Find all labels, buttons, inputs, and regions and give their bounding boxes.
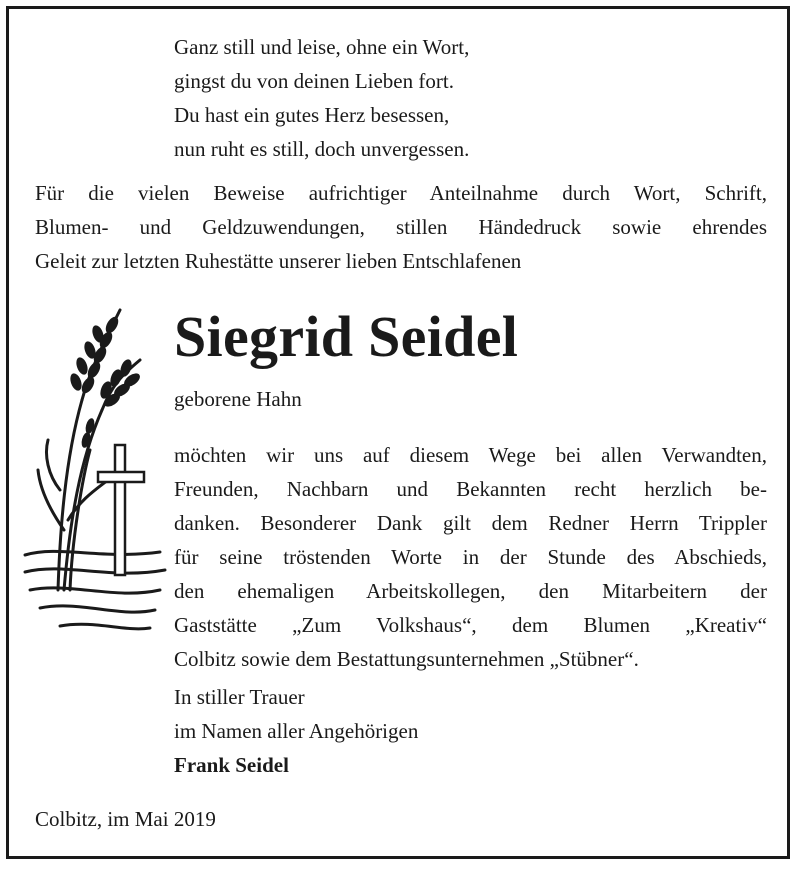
deceased-name: Siegrid Seidel: [174, 304, 519, 369]
poem-line: Du hast ein gutes Herz besessen,: [174, 103, 450, 127]
thanks-line: möchten wir uns auf diesem Wege bei allen Verwandten,: [174, 443, 767, 467]
maiden-name: geborene Hahn: [174, 387, 302, 411]
thanks-paragraph: [174, 438, 767, 676]
intro-line: Blumen- und Geldzuwendungen, stillen Händedruck sowie ehrendes: [35, 215, 767, 239]
thanks-line: Gaststätte „Zum Volkshaus“, dem Blumen „Kreativ“: [174, 613, 767, 637]
thanks-line: Colbitz sowie dem Bestattungsunternehmen „Stübner“.: [174, 647, 639, 671]
intro-line: Geleit zur letzten Ruhestätte unserer lieben Entschlafenen: [35, 249, 522, 273]
thanks-line: den ehemaligen Arbeitskollegen, den Mitarbeitern der: [174, 579, 767, 603]
thanks-line: Freunden, Nachbarn und Bekannten recht herzlich be-: [174, 477, 767, 501]
poem-line: nun ruht es still, doch unvergessen.: [174, 137, 470, 161]
intro-paragraph: [35, 176, 767, 278]
thanks-line: danken. Besonderer Dank gilt dem Redner Herrn Trippler: [174, 511, 767, 535]
place-date: Colbitz, im Mai 2019: [35, 807, 216, 831]
signer-name: Frank Seidel: [174, 753, 289, 777]
closing-line: In stiller Trauer: [174, 685, 305, 709]
wheat-and-cross-icon: [20, 290, 170, 640]
thanks-line: für seine tröstenden Worte in der Stunde des Abschieds,: [174, 545, 767, 569]
poem: [174, 30, 469, 166]
poem-line: Ganz still und leise, ohne ein Wort,: [174, 35, 470, 59]
closing-block: [174, 680, 418, 782]
intro-line: Für die vielen Beweise aufrichtiger Anteilnahme durch Wort, Schrift,: [35, 181, 767, 205]
poem-line: gingst du von deinen Lieben fort.: [174, 69, 454, 93]
closing-line: im Namen aller Angehörigen: [174, 719, 419, 743]
